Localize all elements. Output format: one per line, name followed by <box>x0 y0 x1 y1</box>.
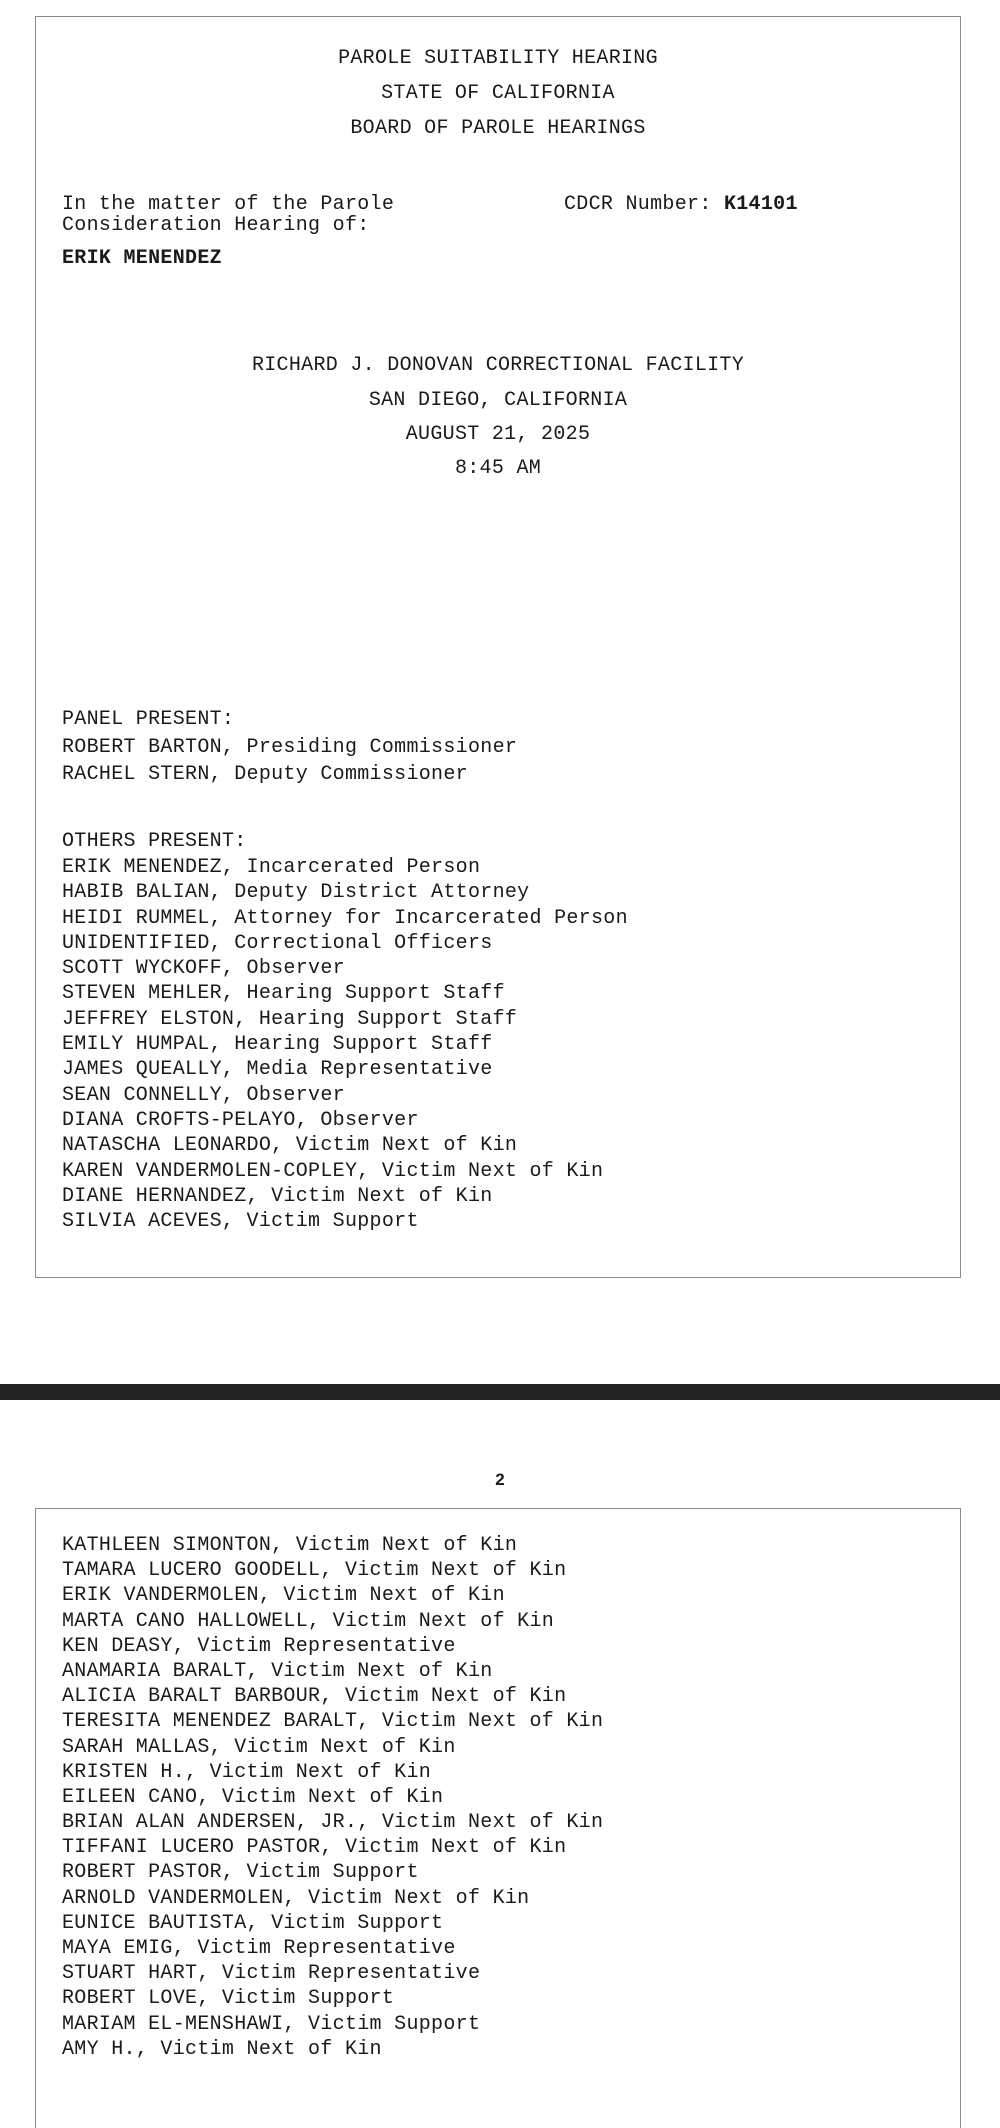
attendee: ERIK VANDERMOLEN, Victim Next of Kin <box>62 1584 505 1608</box>
attendee: STUART HART, Victim Representative <box>62 1962 481 1986</box>
attendee: KAREN VANDERMOLEN-COPLEY, Victim Next of Kin <box>62 1159 604 1183</box>
page-divider <box>0 1384 1000 1400</box>
others-heading: OTHERS PRESENT: <box>62 830 247 853</box>
panel-member: ROBERT BARTON, Presiding Commissioner <box>62 736 518 759</box>
cdcr-value: K14101 <box>723 193 798 216</box>
attendee: MAYA EMIG, Victim Representative <box>62 1937 456 1960</box>
others-list <box>62 855 628 1234</box>
hearing-date: AUGUST 21, 2025 <box>405 423 591 446</box>
transcript-page-2 <box>35 1508 961 2128</box>
state-title: STATE OF CALIFORNIA <box>381 82 615 105</box>
attendee: ROBERT LOVE, Victim Support <box>62 1987 395 2011</box>
facility-name: RICHARD J. DONOVAN CORRECTIONAL FACILITY <box>251 354 745 377</box>
attendee: NATASCHA LEONARDO, Victim Next of Kin <box>62 1134 518 1158</box>
attendee: EMILY HUMPAL, Hearing Support Staff <box>62 1033 493 1057</box>
attendee: KRISTEN H., Victim Next of Kin <box>62 1760 432 1784</box>
attendee: ARNOLD VANDERMOLEN, Victim Next of Kin <box>62 1886 530 1910</box>
attendee: DIANA CROFTS-PELAYO, Observer <box>62 1108 419 1132</box>
attendee: ROBERT PASTOR, Victim Support <box>62 1861 419 1885</box>
matter-line-1: In the matter of the Parole <box>62 193 395 216</box>
attendee: AMY H., Victim Next of Kin <box>62 2037 382 2061</box>
board-title: BOARD OF PAROLE HEARINGS <box>350 117 646 140</box>
cdcr-number <box>564 193 798 216</box>
page-number: 2 <box>495 1470 505 1489</box>
attendee: SCOTT WYCKOFF, Observer <box>62 957 345 981</box>
attendee: KATHLEEN SIMONTON, Victim Next of Kin <box>62 1534 518 1557</box>
attendee: TIFFANI LUCERO PASTOR, Victim Next of Kin <box>62 1836 567 1860</box>
hearing-time: 8:45 AM <box>454 457 542 480</box>
attendee: EUNICE BAUTISTA, Victim Support <box>62 1911 444 1935</box>
attendee: SEAN CONNELLY, Observer <box>62 1083 345 1107</box>
panel-member: RACHEL STERN, Deputy Commissioner <box>62 763 468 786</box>
cdcr-label: CDCR Number: <box>564 193 724 216</box>
matter-line-2: Consideration Hearing of: <box>62 214 370 237</box>
attendee: MARIAM EL-MENSHAWI, Victim Support <box>62 2012 481 2036</box>
attendee: MARTA CANO HALLOWELL, Victim Next of Kin <box>62 1609 555 1633</box>
attendee: STEVEN MEHLER, Hearing Support Staff <box>62 982 505 1006</box>
panel-heading: PANEL PRESENT: <box>62 708 235 731</box>
attendee: SARAH MALLAS, Victim Next of Kin <box>62 1735 456 1759</box>
subject-name: ERIK MENENDEZ <box>62 247 222 270</box>
attendee: DIANE HERNANDEZ, Victim Next of Kin <box>62 1184 493 1208</box>
attendee: EILEEN CANO, Victim Next of Kin <box>62 1785 444 1809</box>
attendee: ERIK MENENDEZ, Incarcerated Person <box>62 856 481 879</box>
attendee: SILVIA ACEVES, Victim Support <box>62 1210 419 1234</box>
continued-attendees-list <box>62 1533 603 2062</box>
attendee: ALICIA BARALT BARBOUR, Victim Next of Kin <box>62 1685 567 1709</box>
attendee: JAMES QUEALLY, Media Representative <box>62 1058 493 1082</box>
attendee: JEFFREY ELSTON, Hearing Support Staff <box>62 1007 518 1031</box>
attendee: HABIB BALIAN, Deputy District Attorney <box>62 881 530 905</box>
attendee: UNIDENTIFIED, Correctional Officers <box>62 931 493 955</box>
attendee: TERESITA MENENDEZ BARALT, Victim Next of Kin <box>62 1710 604 1734</box>
attendee: ANAMARIA BARALT, Victim Next of Kin <box>62 1659 493 1683</box>
facility-city: SAN DIEGO, CALIFORNIA <box>368 389 628 412</box>
attendee: BRIAN ALAN ANDERSEN, JR., Victim Next of Kin <box>62 1811 604 1835</box>
hearing-title: PAROLE SUITABILITY HEARING <box>338 47 658 70</box>
attendee: TAMARA LUCERO GOODELL, Victim Next of Kin <box>62 1559 567 1583</box>
panel-list <box>62 734 517 788</box>
attendee: HEIDI RUMMEL, Attorney for Incarcerated Person <box>62 906 628 930</box>
attendee: KEN DEASY, Victim Representative <box>62 1634 456 1658</box>
transcript-page-1 <box>35 16 961 1278</box>
